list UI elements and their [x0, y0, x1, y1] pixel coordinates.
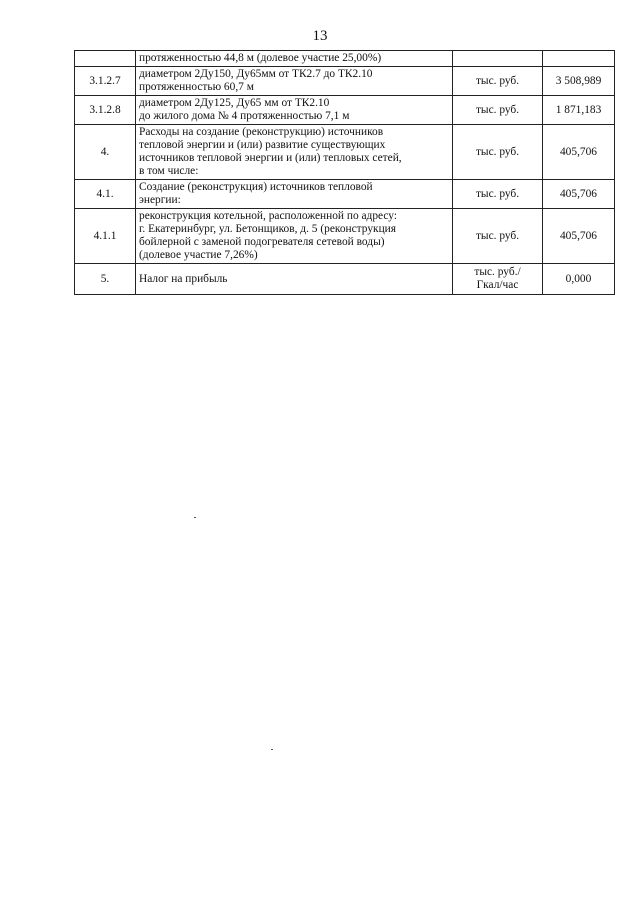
description-line: до жилого дома № 4 протяженностью 7,1 м — [139, 110, 350, 122]
row-number: 4.1. — [75, 180, 136, 209]
tariff-table — [74, 50, 615, 295]
row-unit — [453, 264, 543, 295]
row-number: 5. — [75, 264, 136, 295]
row-value: 405,706 — [543, 125, 615, 180]
row-value: 405,706 — [543, 209, 615, 264]
row-number: 4. — [75, 125, 136, 180]
table-row — [75, 209, 615, 264]
row-description — [136, 209, 453, 264]
row-unit: тыс. руб. — [453, 180, 543, 209]
row-unit — [453, 51, 543, 67]
description-line: Расходы на создание (реконструкцию) источников — [139, 126, 384, 138]
description-line: энергии: — [139, 194, 181, 206]
description-line: протяженностью 60,7 м — [139, 81, 254, 93]
row-description — [136, 125, 453, 180]
description-line: диаметром 2Ду125, Ду65 мм от ТК2.10 — [139, 97, 330, 109]
description-line: тепловой энергии и (или) развитие существующих — [139, 139, 386, 151]
row-value — [543, 51, 615, 67]
unit-line: тыс. руб./ — [474, 266, 521, 278]
row-unit: тыс. руб. — [453, 209, 543, 264]
unit-line: Гкал/час — [476, 279, 519, 291]
table-row — [75, 180, 615, 209]
row-value: 3 508,989 — [543, 67, 615, 96]
description-line: бойлерной с заменой подогревателя сетевой воды) — [139, 236, 385, 248]
description-line: г. Екатеринбург, ул. Бетонщиков, д. 5 (реконструкция — [139, 223, 396, 235]
row-unit: тыс. руб. — [453, 96, 543, 125]
row-description — [136, 96, 453, 125]
row-number: 3.1.2.7 — [75, 67, 136, 96]
row-number — [75, 51, 136, 67]
scan-speck — [271, 749, 273, 750]
row-unit: тыс. руб. — [453, 125, 543, 180]
row-description — [136, 51, 453, 67]
description-line: реконструкция котельной, расположенной по адресу: — [139, 210, 398, 222]
row-unit: тыс. руб. — [453, 67, 543, 96]
row-number: 3.1.2.8 — [75, 96, 136, 125]
description-line: источников тепловой энергии и (или) тепловых сетей, — [139, 152, 402, 164]
description-line: диаметром 2Ду150, Ду65мм от ТК2.7 до ТК2.10 — [139, 68, 373, 80]
scan-speck — [194, 517, 196, 518]
description-line: (долевое участие 7,26%) — [139, 249, 258, 261]
description-line: в том числе: — [139, 165, 199, 177]
description-line: Налог на прибыль — [139, 272, 228, 285]
page-number: 13 — [312, 28, 328, 44]
row-value: 405,706 — [543, 180, 615, 209]
table-row — [75, 125, 615, 180]
description-line: Создание (реконструкция) источников тепловой — [139, 181, 373, 193]
row-description — [136, 67, 453, 96]
table-row — [75, 264, 615, 295]
row-number: 4.1.1 — [75, 209, 136, 264]
description-line: протяженностью 44,8 м (долевое участие 25,00%) — [139, 52, 382, 64]
table-row — [75, 67, 615, 96]
row-value: 1 871,183 — [543, 96, 615, 125]
table-row — [75, 51, 615, 67]
row-description — [136, 264, 453, 295]
row-value: 0,000 — [543, 264, 615, 295]
row-description — [136, 180, 453, 209]
table-row — [75, 96, 615, 125]
